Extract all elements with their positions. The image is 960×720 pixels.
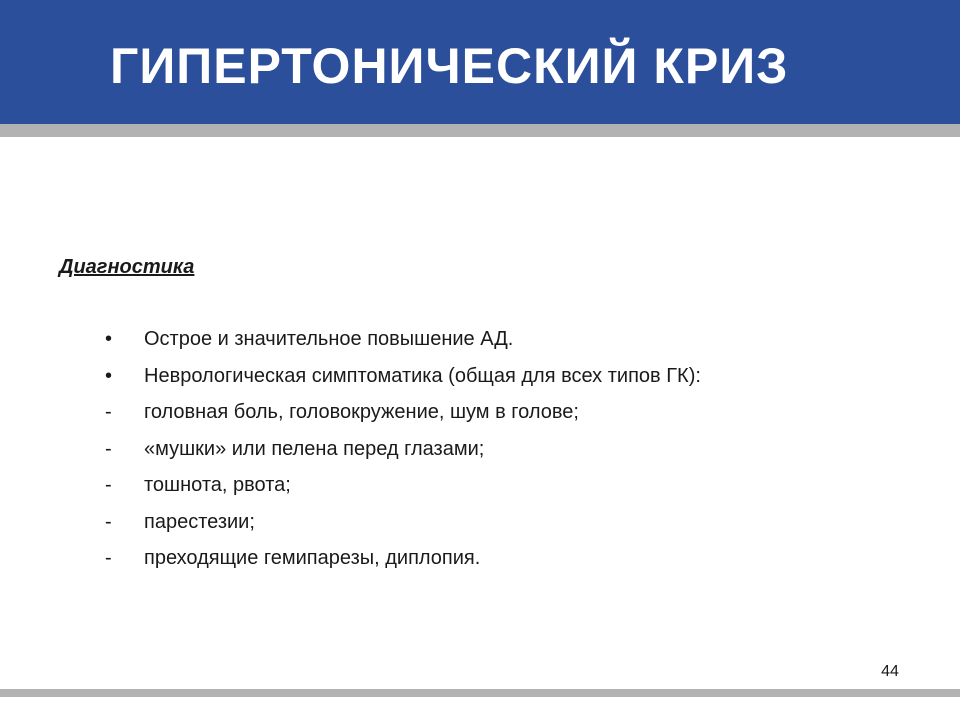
dash-marker: - — [105, 474, 112, 496]
bullet-marker: • — [105, 328, 113, 350]
title-bar — [0, 0, 960, 124]
slide-title: ГИПЕРТОНИЧЕСКИЙ КРИЗ — [110, 38, 789, 94]
dash-marker: - — [105, 401, 112, 423]
page-number: 44 — [881, 663, 899, 680]
bullet-marker: • — [105, 364, 113, 387]
dash-marker: - — [105, 547, 112, 569]
dash-marker: - — [105, 510, 112, 533]
dash-marker: - — [105, 437, 112, 460]
list-item-text: «мушки» или пелена перед глазами; — [144, 437, 485, 460]
list-item-text: головная боль, головокружение, шум в голове; — [144, 401, 579, 423]
list-item-text: преходящие гемипарезы, диплопия. — [144, 547, 481, 569]
list-item-text: Неврологическая симптоматика (общая для всех типов ГК): — [144, 364, 701, 387]
list-item-text: Острое и значительное повышение АД. — [144, 328, 514, 350]
top-divider — [0, 124, 960, 137]
list-item-text: парестезии; — [144, 510, 255, 533]
list-item-text: тошнота, рвота; — [144, 474, 291, 496]
bottom-divider — [0, 689, 960, 697]
section-heading: Диагностика — [59, 256, 195, 278]
